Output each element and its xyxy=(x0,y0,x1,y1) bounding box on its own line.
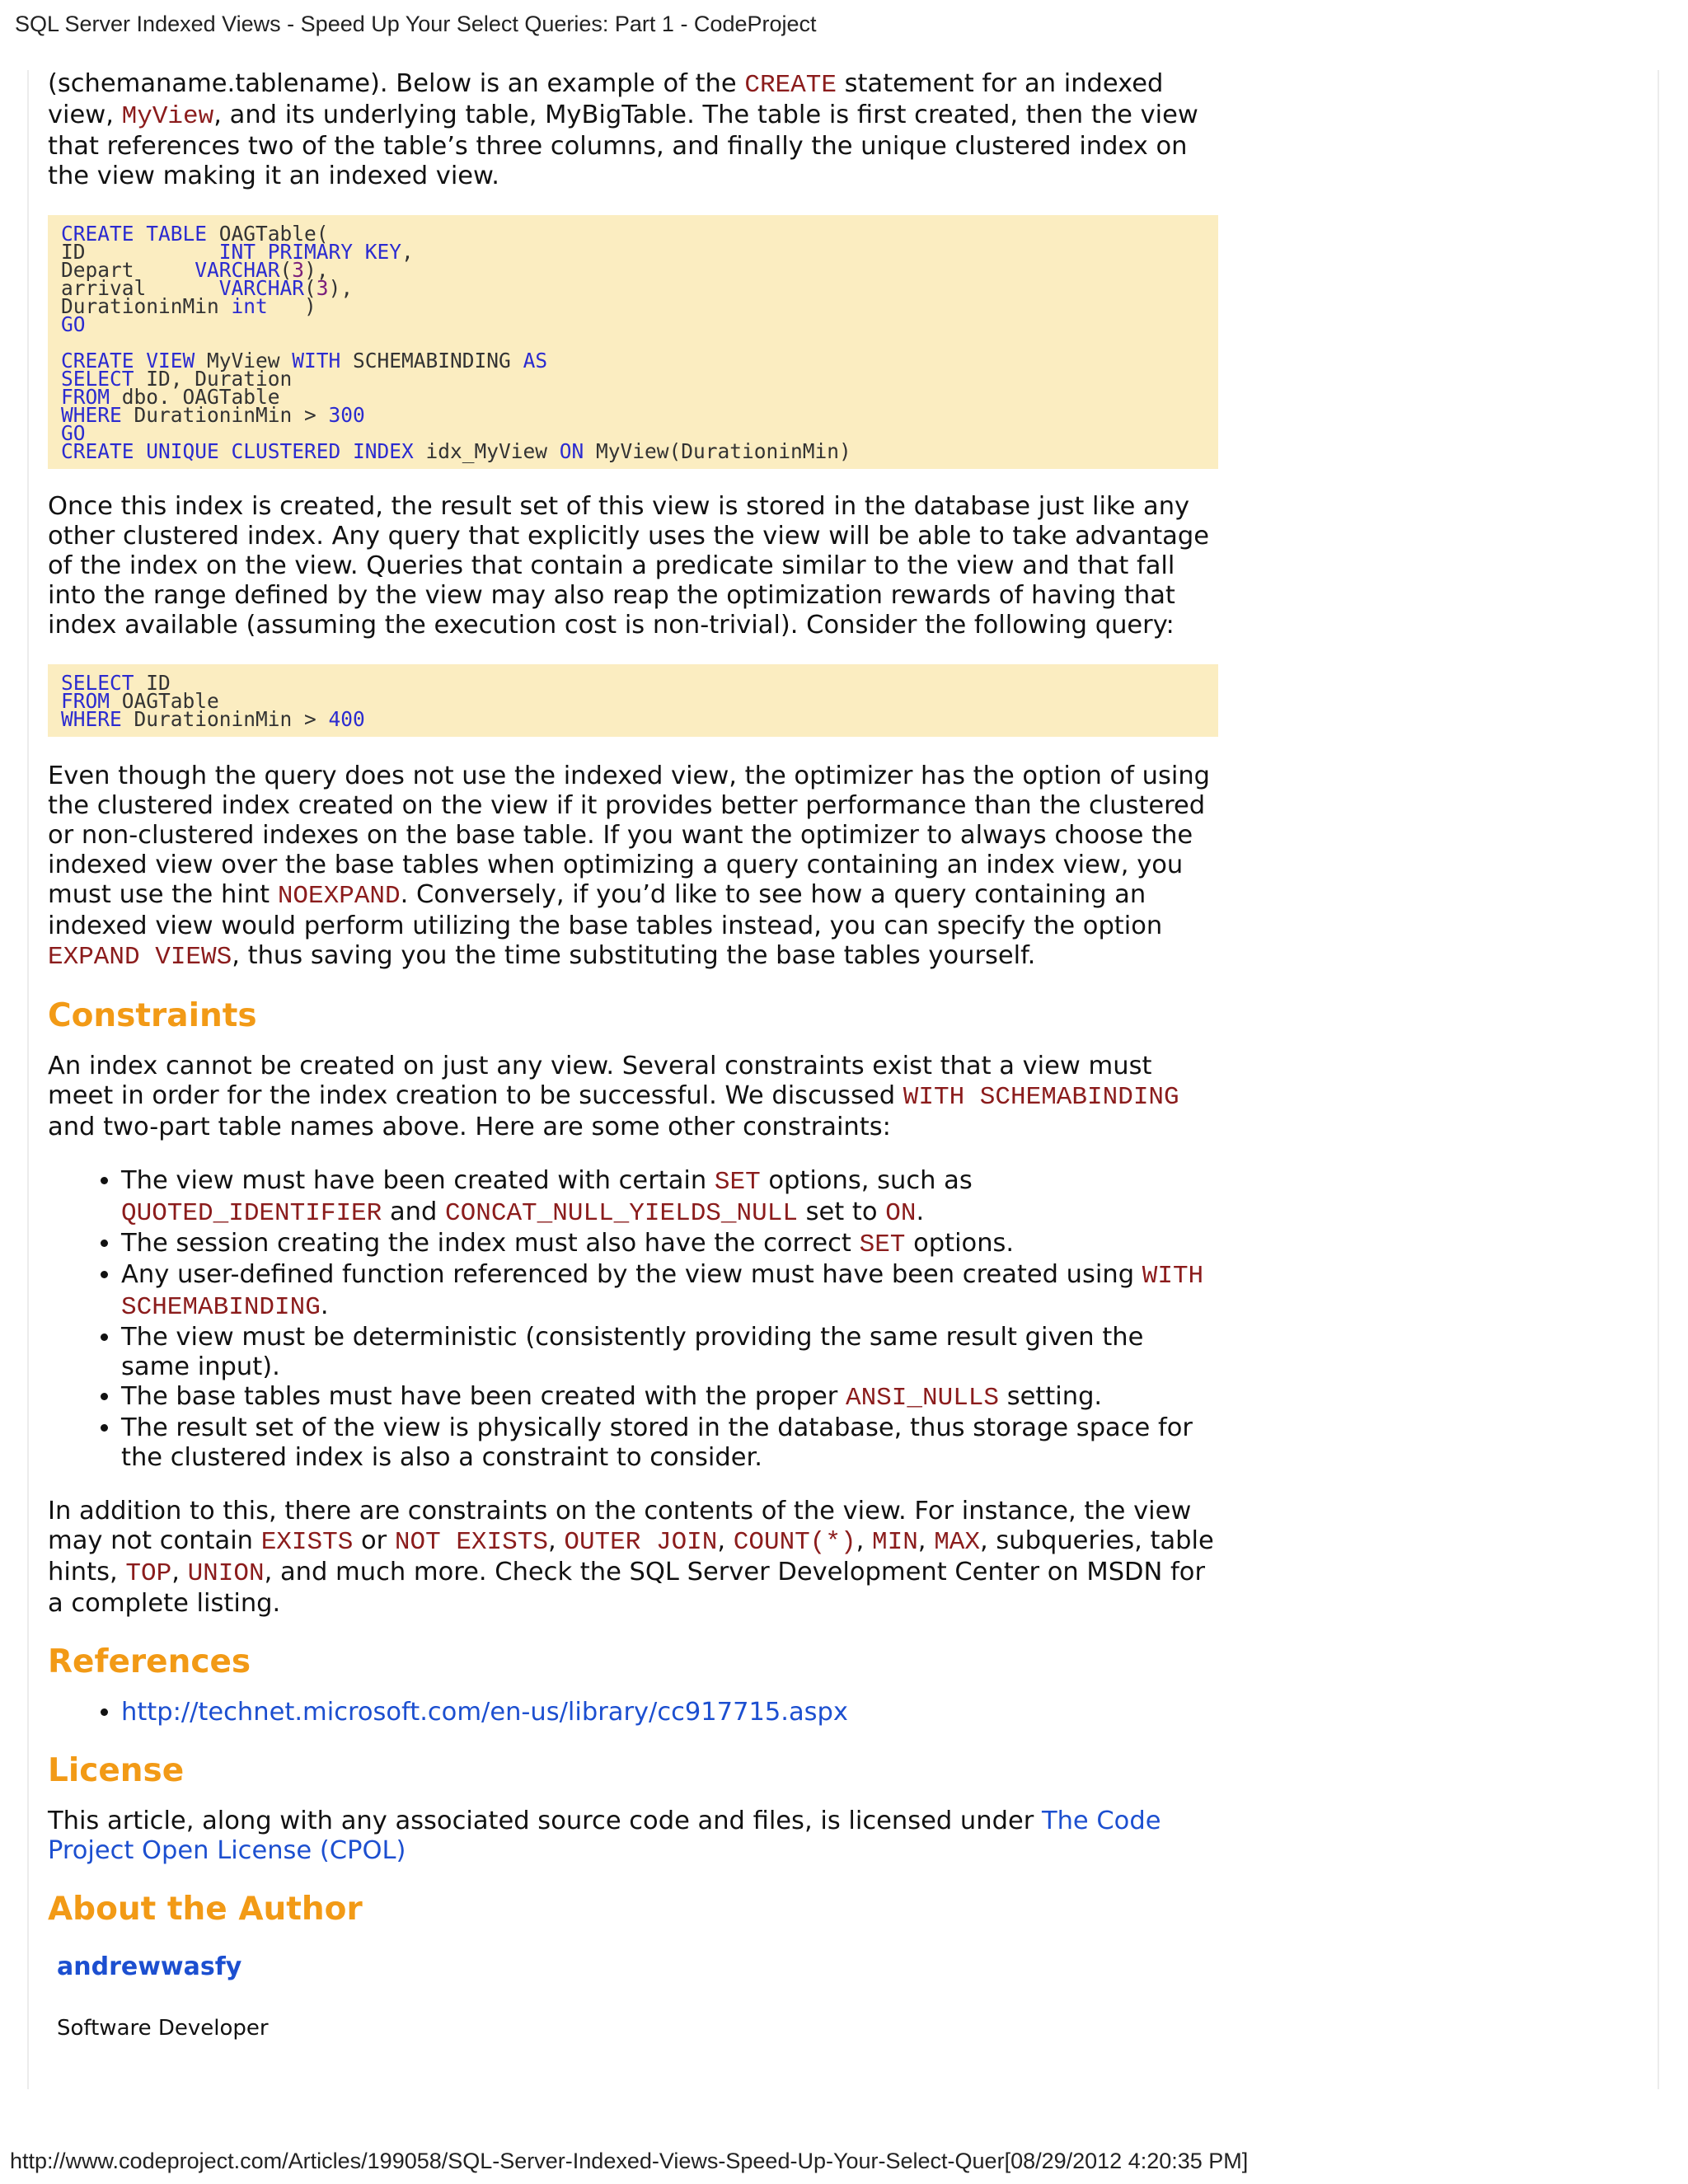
sql-text: ), xyxy=(328,276,354,300)
sql-keyword: FROM xyxy=(61,689,110,713)
sql-keyword: INT PRIMARY KEY xyxy=(218,240,402,264)
text: An index cannot be created on just any view. Several constraints exist that a view must meet in order for the index creation to be successful. We discussed xyxy=(48,1052,1152,1110)
code-block-select xyxy=(48,664,1218,737)
text: . xyxy=(320,1291,329,1320)
sql-text: DurationinMin > xyxy=(121,707,329,731)
text: , xyxy=(917,1526,935,1555)
sql-keyword: VARCHAR xyxy=(195,258,280,282)
sql-number: 3 xyxy=(292,258,305,282)
text: , thus saving you the time substituting the base tables yourself. xyxy=(232,941,1036,970)
optimizer-paragraph xyxy=(48,762,1218,972)
sql-text: DurationinMin xyxy=(61,294,232,318)
inline-code: NOT EXISTS xyxy=(394,1528,548,1557)
license-paragraph xyxy=(48,1807,1218,1866)
sql-text: ) xyxy=(267,294,316,318)
sql-keyword: WITH xyxy=(292,349,341,373)
sql-number: 400 xyxy=(328,707,365,731)
sql-keyword: WHERE xyxy=(61,403,122,427)
sql-text: ), xyxy=(304,258,329,282)
text: . xyxy=(916,1197,925,1226)
text: , xyxy=(856,1526,872,1555)
inline-code: SET xyxy=(859,1230,906,1259)
sql-text: idx_MyView xyxy=(413,439,560,463)
code-block-create xyxy=(48,215,1218,469)
inline-code: MAX xyxy=(934,1528,980,1557)
author-title: Software Developer xyxy=(57,2016,269,2041)
inline-code: OUTER JOIN xyxy=(564,1528,718,1557)
text: The base tables must have been created with the proper xyxy=(121,1382,846,1411)
sql-keyword: SELECT xyxy=(61,367,134,391)
index-explanation-paragraph: Once this index is created, the result set of this view is stored in the database just like any other clustered index. Any query that explicitly uses the view will be able to take advantage of the index on the view. Queries that contain a predicate similar to the view and that fall into the range defined by the view may also reap the optimization rewards of having that index available (assuming the execution cost is non-trivial). Consider the following query: xyxy=(48,492,1209,640)
text: Any user-defined function referenced by the view must have been created using xyxy=(121,1260,1142,1289)
inline-code: CREATE xyxy=(744,71,837,100)
inline-code: MyView xyxy=(121,102,214,131)
sql-number: 3 xyxy=(316,276,329,300)
inline-code: MIN xyxy=(871,1528,918,1557)
text: This article, along with any associated source code and files, is licensed under xyxy=(48,1807,1042,1835)
sql-text: OAGTable xyxy=(110,689,219,713)
text: or xyxy=(353,1526,395,1555)
list-item xyxy=(121,1260,1218,1323)
sql-keyword: VARCHAR xyxy=(218,276,305,300)
text: , xyxy=(717,1526,734,1555)
text: and two-part table names above. Here are some other constraints: xyxy=(48,1113,891,1141)
inline-code: ANSI_NULLS xyxy=(845,1384,999,1413)
text: , xyxy=(547,1526,565,1555)
references-heading: References xyxy=(48,1643,251,1680)
constraints-outro-paragraph xyxy=(48,1497,1218,1619)
sql-text: arrival xyxy=(61,276,219,300)
sql-text: SCHEMABINDING xyxy=(340,349,523,373)
list-item xyxy=(121,1382,1218,1413)
sql-keyword: CREATE VIEW xyxy=(61,349,195,373)
sql-text: ( xyxy=(279,258,293,282)
sql-text: MyView xyxy=(195,349,293,373)
article-content xyxy=(48,69,1218,2043)
license-heading: License xyxy=(48,1752,185,1789)
sql-text: ID xyxy=(134,671,171,695)
inline-code: SET xyxy=(714,1168,761,1197)
inline-code: NOEXPAND xyxy=(277,882,401,911)
sql-text: OAGTable( xyxy=(207,222,329,246)
text: options. xyxy=(905,1229,1015,1258)
inline-code: COUNT(*) xyxy=(733,1528,856,1557)
text: (schemaname.tablename). Below is an example of the xyxy=(48,69,745,98)
inline-code: UNION xyxy=(187,1559,265,1588)
sql-text: ID, Duration xyxy=(134,367,293,391)
reference-link[interactable]: http://technet.microsoft.com/en-us/library/cc917715.aspx xyxy=(121,1698,848,1727)
inline-code: EXPAND VIEWS xyxy=(48,943,232,972)
text: set to xyxy=(797,1197,886,1226)
list-item xyxy=(121,1229,1218,1260)
constraints-list xyxy=(48,1166,1218,1473)
sql-keyword: CREATE UNIQUE CLUSTERED INDEX xyxy=(61,439,414,463)
sql-keyword: WHERE xyxy=(61,707,122,731)
frame-right-border xyxy=(1658,70,1659,2089)
inline-code: WITH SCHEMABINDING xyxy=(121,1262,1204,1322)
sql-text: DurationinMin > xyxy=(121,403,329,427)
text: options, such as xyxy=(760,1166,973,1195)
text: , and its underlying table, MyBigTable. The table is first created, then the view that references two of the table’s three columns, and finally the unique clustered index on the view making it an indexed view. xyxy=(48,101,1198,190)
sql-keyword: CREATE TABLE xyxy=(61,222,208,246)
constraints-intro-paragraph xyxy=(48,1052,1218,1142)
sql-text: Depart xyxy=(61,258,195,282)
text: and xyxy=(382,1197,446,1226)
sql-text: MyView(DurationinMin) xyxy=(584,439,851,463)
inline-code: TOP xyxy=(125,1559,172,1588)
text: , subqueries, table hints, xyxy=(48,1526,1214,1586)
frame-left-border xyxy=(27,70,29,2089)
sql-text: , xyxy=(401,240,414,264)
references-list xyxy=(48,1698,1218,1727)
inline-code: QUOTED_IDENTIFIER xyxy=(121,1199,382,1228)
sql-text: ID xyxy=(61,240,219,264)
sql-number: 300 xyxy=(328,403,365,427)
sql-text: ( xyxy=(304,276,316,300)
inline-code: EXISTS xyxy=(260,1528,354,1557)
author-name-link[interactable]: andrewwasfy xyxy=(57,1952,242,1981)
sql-text: dbo. OAGTable xyxy=(110,385,280,409)
inline-code: ON xyxy=(885,1199,917,1228)
constraints-heading: Constraints xyxy=(48,997,257,1034)
text: , and much more. Check the SQL Server Development Center on MSDN for a complete listing. xyxy=(48,1558,1205,1618)
text: In addition to this, there are constraints on the contents of the view. For instance, the view may not contain xyxy=(48,1497,1192,1555)
list-item: • The result set of the view is physically stored in the database, thus storage space for the clustered index is also a constraint to consider. xyxy=(121,1413,1218,1473)
sql-keyword: int xyxy=(231,294,268,318)
sql-keyword: ON xyxy=(559,439,584,463)
text: statement for an indexed view, xyxy=(48,69,1164,129)
about-author-heading: About the Author xyxy=(48,1891,363,1928)
intro-paragraph xyxy=(48,69,1218,191)
page-url-footer: http://www.codeproject.com/Articles/199058/SQL-Server-Indexed-Views-Speed-Up-Your-Select-Quer[08/29/2012 4:20:35 PM] xyxy=(10,2149,1249,2173)
sql-keyword: GO xyxy=(61,312,86,336)
list-item: • The view must be deterministic (consistently providing the same result given the same input). xyxy=(121,1323,1218,1382)
inline-code: CONCAT_NULL_YIELDS_NULL xyxy=(445,1199,798,1228)
text: , xyxy=(171,1558,188,1586)
sql-keyword: SELECT xyxy=(61,671,134,695)
text: Even though the query does not use the indexed view, the optimizer has the option of using the clustered index created on the view if it provides better performance than the clustered or non-clustered indexes on the base table. If you want the optimizer to always choose the indexed view over the base tables when optimizing a query containing an index view, you must use the hint xyxy=(48,762,1211,909)
text: The view must have been created with certain xyxy=(121,1166,715,1195)
sql-keyword: GO xyxy=(61,421,86,445)
sql-keyword: FROM xyxy=(61,385,110,409)
cpol-license-link[interactable]: The Code Project Open License (CPOL) xyxy=(48,1807,1161,1865)
list-item xyxy=(121,1698,1218,1727)
page-title-header: SQL Server Indexed Views - Speed Up Your Select Queries: Part 1 - CodeProject xyxy=(15,12,817,36)
inline-code: WITH SCHEMABINDING xyxy=(903,1083,1179,1112)
text: setting. xyxy=(999,1382,1103,1411)
list-item xyxy=(121,1166,1218,1229)
text: The session creating the index must also have the correct xyxy=(121,1229,860,1258)
text: . Conversely, if you’d like to see how a query containing an indexed view would perform utilizing the base tables instead, you can specify the option xyxy=(48,880,1163,940)
sql-keyword: AS xyxy=(523,349,548,373)
